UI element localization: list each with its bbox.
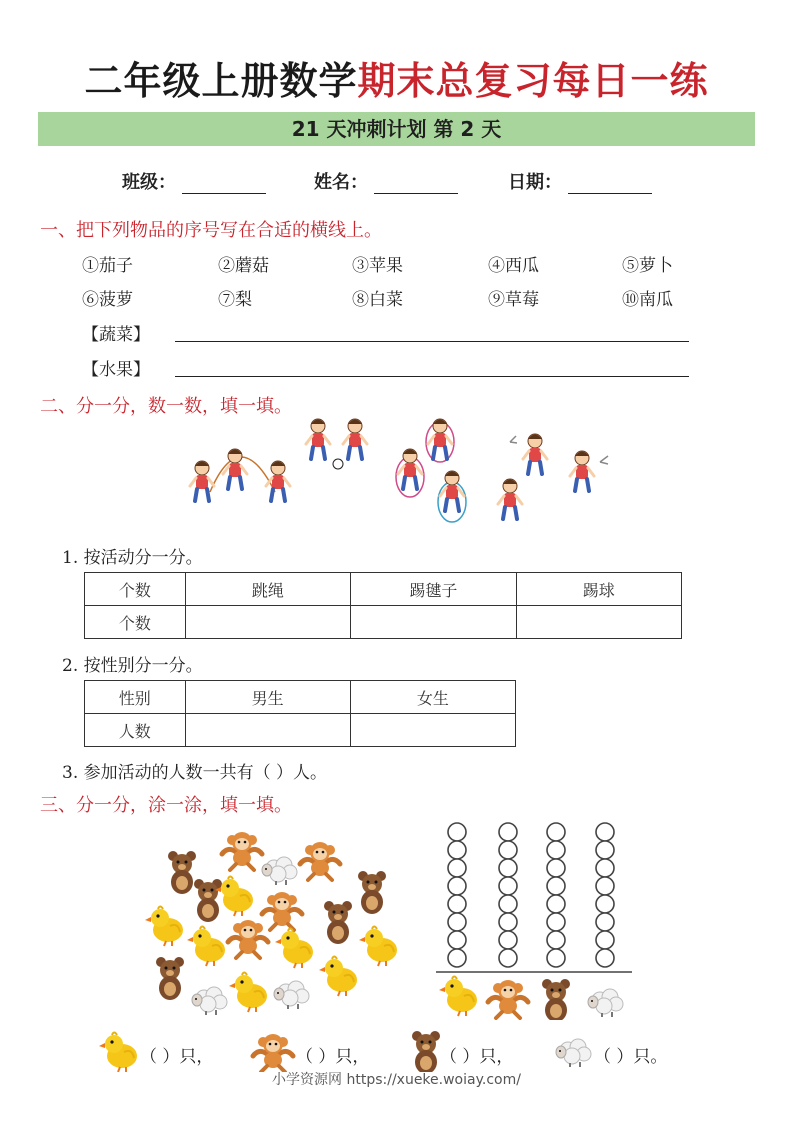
table-header-cell: 个数 [85,573,186,606]
question-2-1: 1. 按活动分一分。 [62,548,203,568]
table-header-cell: 女生 [350,681,515,714]
date-label: 日期： [508,172,562,193]
table-header-cell: 男生 [185,681,350,714]
sheep-count-blank[interactable]: （ ）只。 [594,1047,668,1067]
bear-icon [410,1026,442,1072]
date-field[interactable] [508,168,652,194]
answer-cell[interactable] [351,606,516,639]
answer-cell[interactable] [185,714,350,747]
table-header-cell: 踢毽子 [351,573,516,606]
kids-activity-illustration [180,412,620,542]
item-2: ②蘑菇 [218,256,269,276]
class-blank[interactable] [182,175,266,194]
table-row-label: 个数 [85,606,186,639]
answer-cell[interactable] [350,714,515,747]
question-2-3: 3. 参加活动的人数一共有（ ）人。 [62,763,328,783]
date-blank[interactable] [568,175,652,194]
question-2-2: 2. 按性别分一分。 [62,656,203,676]
item-5: ⑤萝卜 [622,256,673,276]
section2-title: 二、分一分，数一数，填一填。 [40,396,292,417]
section3-title: 三、分一分，涂一涂，填一填。 [40,795,292,816]
table-row-label: 人数 [85,714,186,747]
section1-title: 一、把下列物品的序号写在合适的横线上。 [40,220,382,241]
chick-icon [98,1028,140,1072]
vegetables-label: 【蔬菜】 [82,325,150,345]
animals-illustration [140,820,640,1020]
answer-cell[interactable] [516,606,681,639]
table-header-cell: 性别 [85,681,186,714]
item-9: ⑨草莓 [488,290,539,310]
answer-cell[interactable] [185,606,350,639]
fruits-label: 【水果】 [82,360,150,380]
class-field[interactable] [122,168,266,194]
item-3: ③苹果 [352,256,403,276]
chick-count-blank[interactable]: （ ）只， [140,1047,214,1067]
table-row [85,573,682,606]
sheep-icon [554,1030,594,1070]
vegetables-answer-line[interactable] [175,340,689,342]
title-part-red: 期末总复习每日一练 [357,59,709,103]
gender-table [84,680,516,747]
monkey-icon [250,1028,296,1072]
table-row [85,681,516,714]
item-6: ⑥菠萝 [82,290,133,310]
table-header-cell: 踢球 [516,573,681,606]
bear-count-blank[interactable]: （ ）只， [440,1047,514,1067]
name-blank[interactable] [374,175,458,194]
table-header-cell: 跳绳 [185,573,350,606]
fruits-answer-line[interactable] [175,375,689,377]
item-1: ①茄子 [82,256,133,276]
item-7: ⑦梨 [218,290,252,310]
table-row [85,606,682,639]
monkey-count-blank[interactable]: （ ）只， [296,1047,370,1067]
activity-table [84,572,682,639]
title-part-black: 二年级上册数学 [84,59,358,103]
plan-banner: 21 天冲刺计划 第 2 天 [38,112,755,146]
item-10: ⑩南瓜 [622,290,673,310]
item-4: ④西瓜 [488,256,539,276]
page-title [0,50,793,105]
table-row [85,714,516,747]
class-label: 班级： [122,172,176,193]
footer-source: 小学资源网 https://xueke.woiay.com/ [272,1072,521,1088]
item-8: ⑧白菜 [352,290,403,310]
name-label: 姓名： [314,172,368,193]
name-field[interactable] [314,168,458,194]
